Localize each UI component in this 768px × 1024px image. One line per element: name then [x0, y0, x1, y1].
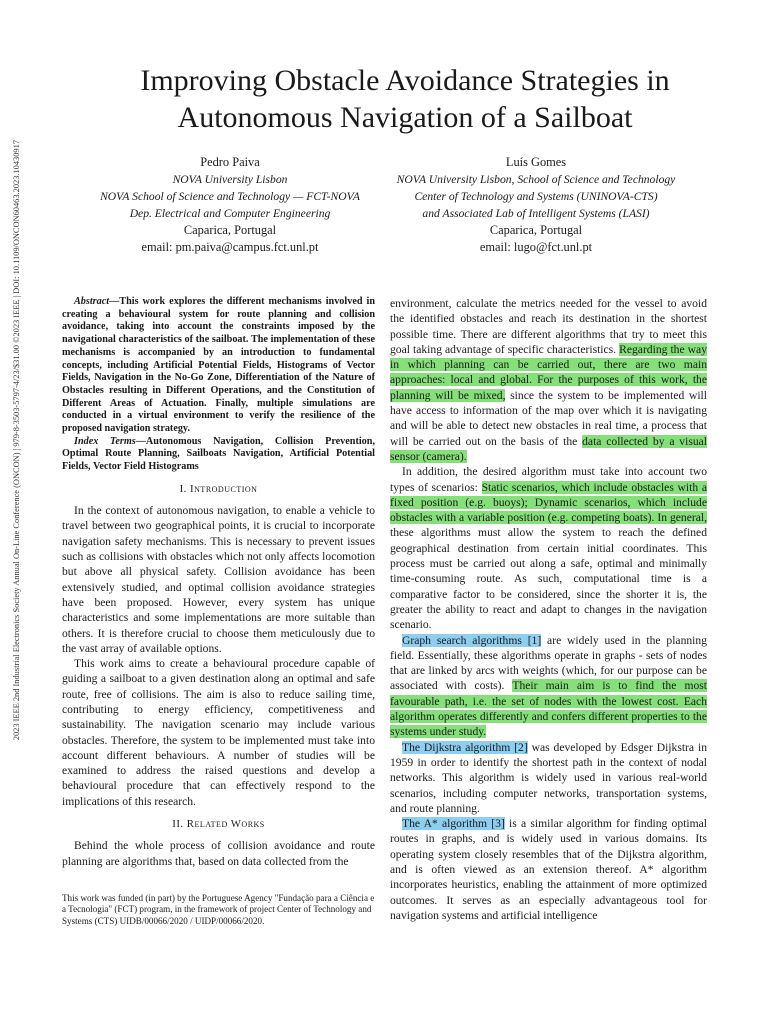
text-run: since the system to be implemented will have access to information of the map over which it is navigating and will be able to detect new obstacles in real time, a process that will be carried out on the basis of the — [390, 388, 707, 448]
highlight-blue: The Dijkstra algorithm [2] — [402, 740, 528, 754]
author-block-1 — [60, 154, 400, 256]
paragraph — [390, 464, 707, 632]
section-heading-introduction: I. Introduction — [179, 482, 258, 495]
index-terms-text: —Autonomous Navigation, Collision Prevention, Optimal Route Planning, Sailboats Navigation, Artificial Potential Fields, Vector Field Histograms — [62, 435, 375, 473]
index-terms — [62, 436, 375, 474]
doi-sidebar — [0, 0, 24, 1024]
paragraph: In the context of autonomous navigation, to enable a vehicle to travel between two geographical points, it is crucial to incorporate navigation safety mechanisms. This is necessary to prevent issues such as collisions with obstacles which not only affects locomotion but above all physical safety. Collision avoidance has been extensively studied, and optimal collision avoidance strategies have been proposed. However, every system has unique characteristics and some implementations are more suitable than others. It is therefore crucial to choose them meticulously due to the vast array of available options. — [62, 504, 375, 655]
abstract — [62, 296, 375, 436]
index-terms-label: Index Terms — [74, 435, 136, 447]
paragraph — [390, 816, 707, 923]
text-run: is a similar algorithm for finding optimal routes in graphs, and is widely used in various domains. Its operating system closely resembles that of the Dijkstra algorithm, and is often viewed as an extension thereof. A* algorithm incorporates heuristics, enabling the attainment of more optimized outcomes. It serves as an especially advantageous tool for navigation systems and artificial intelligence — [390, 817, 707, 922]
highlight-blue: The A* algorithm [3] — [402, 817, 505, 831]
highlight-green: Their main aim is to find the most favourable path, i.e. the set of nodes with the lowest cost. Each algorithm operates differently and confers different properties to the systems under study. — [390, 679, 708, 739]
author-email: email: pm.paiva@campus.fct.unl.pt — [141, 240, 319, 254]
text-run: was developed by Edsger Dijkstra in 1959 in order to identify the shortest path in the context of nodal networks. This algorithm is widely used in various real-world scenarios, including computer networks, transportation systems, and route planning. — [390, 740, 707, 815]
section-heading-related-works: II. Related Works — [172, 818, 265, 831]
paragraph — [390, 296, 707, 464]
paragraph: Behind the whole process of collision avoidance and route planning are algorithms that, based on data collected from the — [62, 839, 375, 868]
funding-footnote: This work was funded (in part) by the Portuguese Agency "Fundação para a Ciência e a Tecnologia" (FCT) program, in the framework of project Center of Technology and Systems (CTS) UIDB/00066/2020 / UIDP/00066/2020. — [62, 893, 375, 926]
author-location: Caparica, Portugal — [489, 223, 583, 237]
title-line-1: Improving Obstacle Avoidance Strategies in — [140, 64, 670, 97]
text-run: environment, calculate the metrics needed for the vessel to avoid the identified obstacles and reach its destination in the shortest possible time. There are different algorithms that try to meet this goal taking advantage of specific characteristics. — [390, 297, 707, 356]
author-affiliation: and Associated Lab of Intelligent Systems (LASI) — [422, 207, 650, 220]
paragraph — [390, 633, 707, 740]
author-name: Luís Gomes — [505, 155, 567, 169]
right-column — [390, 296, 707, 923]
author-affiliation: NOVA University Lisbon — [172, 173, 288, 186]
abstract-label: Abstract — [74, 296, 110, 307]
highlight-green: data collected by a visual sensor (camera). — [390, 434, 707, 463]
doi-sidebar-text: 2023 IEEE 2nd Industrial Electronics Society Annual On-Line Conference (ONCON) | 979-8-3503-5797-4/23/$31.00 ©2023 IEEE | DOI: 10.1109/ONCON60463.2023.10430917 — [12, 140, 21, 741]
author-affiliation: NOVA School of Science and Technology — FCT-NOVA — [100, 190, 360, 203]
text-run: these algorithms must allow the system to reach the defined geographical destination from certain initial coordinates. This process must be carried out along a safe, optimal and minimally time-consuming route. As such, computational time is a comparative factor to be considered, since the shorter it is, the greater the ability to react and adapt to changes in the navigation scenario. — [390, 526, 707, 632]
abstract-text: —This work explores the different mechanisms involved in creating a behavioural system for route planning and collision avoidance, taking into account the constraints imposed by the navigational characteristics of the sailboat. The implementation of these mechanisms is accompanied by an introduction to fundamental concepts, including Artificial Potential Fields, Histograms of Vector Fields, Navigation in the No-Go Zone, Differentiation of the Nature of Obstacles resulting in Different Operations, and the Constitution of Different Areas of Actuation. Finally, multiple simulations are conducted in a virtual environment to verify the resilience of the proposed navigation strategy. — [62, 296, 375, 435]
left-column — [62, 296, 375, 869]
author-location: Caparica, Portugal — [183, 223, 277, 237]
author-name: Pedro Paiva — [200, 155, 260, 169]
author-email: email: lugo@fct.unl.pt — [479, 240, 593, 254]
author-block-2 — [368, 154, 704, 256]
author-affiliation: Center of Technology and Systems (UNINOVA-CTS) — [414, 190, 658, 203]
paragraph: This work aims to create a behavioural procedure capable of guiding a sailboat to a given destination along an optimal and safe route, free of collisions. The aim is also to reduce sailing time, contributing to energy efficiency, competitiveness and sustainability. The navigation scenario may include various obstacles. Therefore, the system to be implemented must take into account different behaviours. A number of studies will be examined to address the raised questions and develop a behavioural procedure that can effectively respond to the implications of this research. — [62, 657, 375, 808]
author-affiliation: NOVA University Lisbon, School of Science and Technology — [396, 173, 676, 186]
highlight-blue: Graph search algorithms [1] — [402, 633, 542, 647]
paper-title — [60, 62, 750, 136]
paragraph — [390, 740, 707, 816]
text-run: are widely used in the planning field. Essentially, these algorithms operate in graphs - sets of nodes that are linked by arcs with weights (which, for our purpose can be associated with costs). — [390, 633, 707, 693]
title-line-2: Autonomous Navigation of a Sailboat — [177, 101, 633, 134]
text-run: In addition, the desired algorithm must take into account two types of scenarios: — [390, 465, 707, 494]
highlight-green: Static scenarios, which include obstacles with a fixed position (e.g. buoys); Dynamic scenarios, which include obstacles with a variable position (e.g. competing boats). In general, — [390, 480, 707, 525]
author-affiliation: Dep. Electrical and Computer Engineering — [129, 207, 331, 220]
highlight-green: Regarding the way in which planning can be carried out, there are two main approaches: local and global. For the purposes of this work, the planning will be mixed, — [390, 342, 707, 402]
